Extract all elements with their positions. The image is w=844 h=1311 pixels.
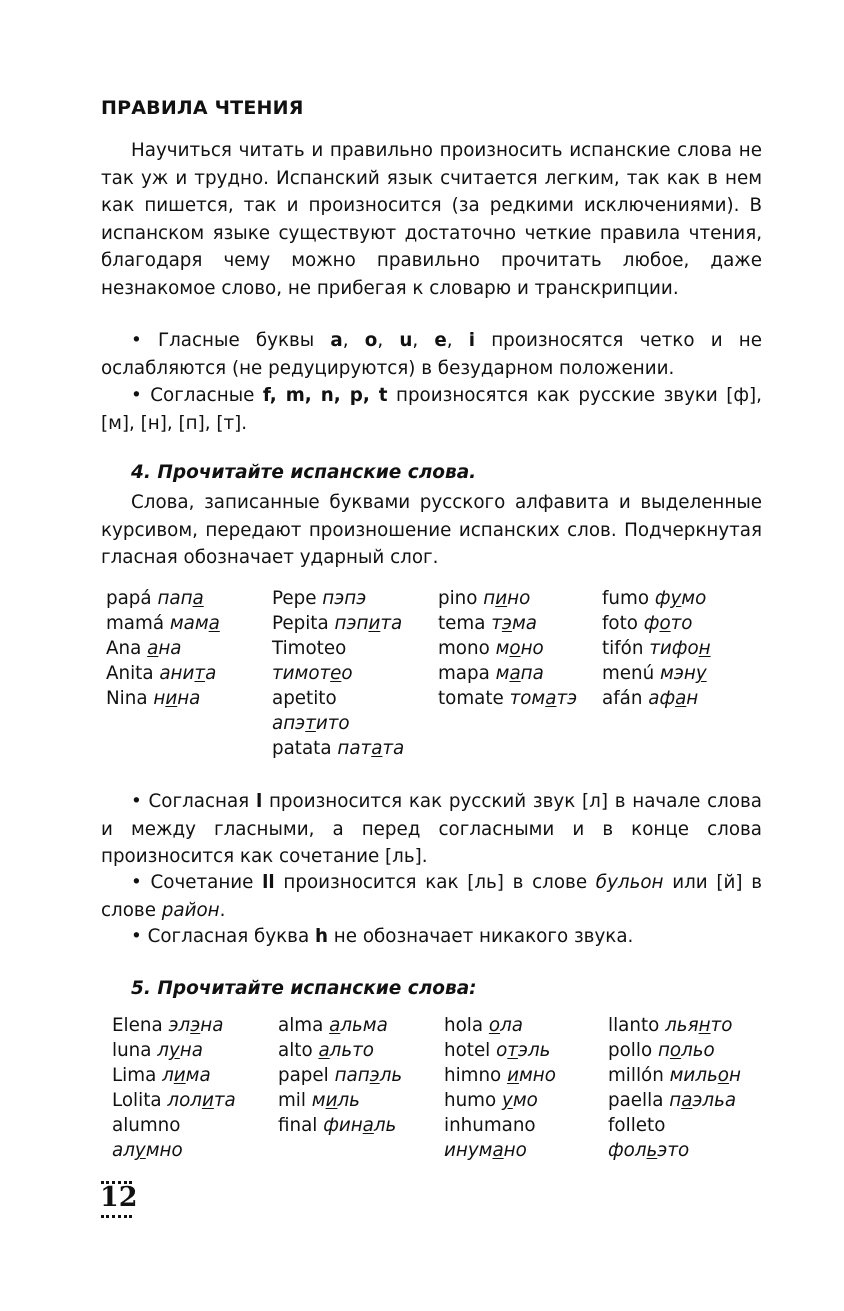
russian-transcription: миль <box>311 1090 360 1111</box>
word-entry <box>602 636 767 661</box>
word-entry <box>106 586 271 611</box>
russian-transcription: мама <box>169 613 220 634</box>
stressed-vowel: у <box>670 588 682 609</box>
stressed-vowel: а <box>675 688 687 709</box>
spanish-word: mil <box>278 1090 306 1111</box>
spanish-word: patata <box>272 738 332 759</box>
russian-transcription: мэну <box>660 663 707 684</box>
spanish-word: pollo <box>608 1040 653 1061</box>
rule-l: • Согласная l произносится как русский звук [л] в начале слова и между гласными, а перед согласными и в конце слова произносится как сочетание [ль]. <box>101 791 762 867</box>
word-entry <box>106 661 271 686</box>
stressed-vowel: а <box>545 688 557 709</box>
russian-transcription: луна <box>157 1040 203 1061</box>
stressed-vowel: о <box>488 1015 501 1036</box>
russian-transcription: папэль <box>334 1065 403 1086</box>
spanish-word: luna <box>112 1040 152 1061</box>
word-entry <box>608 1138 773 1163</box>
exercise-4-column-2 <box>272 586 437 761</box>
russian-transcription: элэна <box>168 1015 224 1036</box>
russian-transcription: пино <box>483 588 531 609</box>
exercise-5-column-4 <box>608 1013 773 1163</box>
stressed-vowel: а <box>329 1015 341 1036</box>
stressed-vowel: а <box>147 638 159 659</box>
stressed-vowel: и <box>507 1065 519 1086</box>
word-entry <box>444 1063 609 1088</box>
word-entry <box>112 1063 277 1088</box>
russian-transcription: тимотео <box>272 663 353 684</box>
exercise-5-column-1 <box>112 1013 277 1163</box>
word-entry <box>608 1038 773 1063</box>
rule-ll: • Сочетание ll произносится как [ль] в слове бульон или [й] в слове район. <box>101 872 762 921</box>
section-title: ПРАВИЛА ЧТЕНИЯ <box>101 97 304 119</box>
spanish-word: tomate <box>438 688 504 709</box>
spanish-word: mono <box>438 638 490 659</box>
spanish-word: hola <box>444 1015 484 1036</box>
stressed-vowel: у <box>501 1090 513 1111</box>
russian-transcription: анита <box>159 663 217 684</box>
spanish-word: tifón <box>602 638 644 659</box>
russian-transcription: альма <box>329 1015 388 1036</box>
russian-transcription: альто <box>318 1040 374 1061</box>
word-entry <box>444 1138 609 1163</box>
russian-transcription: лима <box>162 1065 211 1086</box>
spanish-word: foto <box>602 613 638 634</box>
spanish-word: papá <box>106 588 152 609</box>
word-entry <box>278 1063 443 1088</box>
word-entry <box>438 686 603 711</box>
russian-transcription: мильон <box>669 1065 741 1086</box>
stressed-vowel: а <box>681 1090 693 1111</box>
spanish-word: alto <box>278 1040 313 1061</box>
stressed-vowel: и <box>165 688 178 709</box>
word-entry <box>278 1113 443 1138</box>
stressed-vowel: и <box>325 1090 338 1111</box>
russian-transcription: тэма <box>491 613 537 634</box>
word-entry <box>438 611 603 636</box>
word-entry <box>444 1013 609 1038</box>
spanish-word: millón <box>608 1065 664 1086</box>
russian-transcription: патата <box>337 738 405 759</box>
russian-transcription: алумно <box>112 1140 183 1161</box>
word-entry <box>438 586 603 611</box>
word-entry <box>608 1088 773 1113</box>
russian-transcription: отэль <box>496 1040 551 1061</box>
spanish-word: Nina <box>106 688 148 709</box>
word-entry <box>112 1088 277 1113</box>
russian-transcription: афан <box>648 688 699 709</box>
russian-transcription: тифон <box>649 638 711 659</box>
stressed-vowel: и <box>173 1065 186 1086</box>
stressed-vowel: т <box>507 1040 518 1061</box>
stressed-vowel: э <box>190 1015 201 1036</box>
russian-transcription: нина <box>153 688 201 709</box>
rule-consonants: • Согласные f, m, n, p, t произносятся как русские звуки [ф], [м], [н], [п], [т]. <box>101 385 762 434</box>
stressed-vowel: а <box>362 1115 374 1136</box>
spanish-word: fumo <box>602 588 650 609</box>
word-entry <box>438 636 603 661</box>
stressed-vowel: о <box>669 1040 682 1061</box>
exercise-5-column-2 <box>278 1013 443 1138</box>
stressed-vowel: а <box>509 663 521 684</box>
spanish-word: papel <box>278 1065 329 1086</box>
stressed-vowel: и <box>368 613 381 634</box>
word-entry <box>112 1013 277 1038</box>
exercise-4-column-4 <box>602 586 767 711</box>
russian-transcription: льянто <box>665 1015 733 1036</box>
stressed-vowel: т <box>305 713 316 734</box>
spanish-word: menú <box>602 663 655 684</box>
stressed-vowel: а <box>371 738 383 759</box>
stressed-vowel: у <box>134 1140 146 1161</box>
stressed-vowel: ь <box>646 1140 658 1161</box>
spanish-word: Timoteo <box>272 638 347 659</box>
page-number-dots-bottom <box>101 1215 132 1218</box>
word-entry <box>112 1138 277 1163</box>
word-entry <box>272 736 437 761</box>
word-entry <box>278 1038 443 1063</box>
stressed-vowel: н <box>698 638 711 659</box>
word-entry <box>608 1113 773 1138</box>
russian-transcription: пэпэ <box>322 588 367 609</box>
stressed-vowel: у <box>695 663 707 684</box>
stressed-vowel: е <box>330 663 342 684</box>
spanish-word: Lolita <box>112 1090 162 1111</box>
spanish-word: alma <box>278 1015 324 1036</box>
russian-transcription: пэпита <box>334 613 403 634</box>
word-entry <box>106 686 271 711</box>
stressed-vowel: э <box>369 1065 380 1086</box>
stressed-vowel: и <box>201 1090 214 1111</box>
rule-h: • Согласная буква h не обозначает никакого звука. <box>131 926 634 947</box>
word-entry <box>602 586 767 611</box>
word-entry <box>112 1038 277 1063</box>
word-entry <box>106 611 271 636</box>
russian-transcription: фото <box>643 613 693 634</box>
spanish-word: hotel <box>444 1040 491 1061</box>
exercise-4-description: Слова, записанные буквами русского алфавита и выделенные курсивом, передают произношение испанских слов. Подчеркнутая гласная обозначает ударный слог. <box>101 492 762 568</box>
russian-transcription: паэльа <box>669 1090 737 1111</box>
word-entry <box>272 711 437 736</box>
word-entry <box>444 1088 609 1113</box>
spanish-word: afán <box>602 688 643 709</box>
russian-transcription: папа <box>157 588 204 609</box>
spanish-word: pino <box>438 588 478 609</box>
stressed-vowel: а <box>208 613 220 634</box>
word-entry <box>602 661 767 686</box>
word-entry <box>106 636 271 661</box>
russian-transcription: мапа <box>495 663 544 684</box>
spanish-word: Ana <box>106 638 142 659</box>
spanish-word: paella <box>608 1090 664 1111</box>
spanish-word: final <box>278 1115 318 1136</box>
spanish-word: mamá <box>106 613 165 634</box>
spanish-word: Lima <box>112 1065 157 1086</box>
word-entry <box>602 686 767 711</box>
exercise-5-title: 5. Прочитайте испанские слова: <box>131 978 477 999</box>
russian-transcription: фумо <box>654 588 707 609</box>
spanish-word: llanto <box>608 1015 660 1036</box>
russian-transcription: польо <box>657 1040 715 1061</box>
stressed-vowel: э <box>501 613 512 634</box>
spanish-word: Pepe <box>272 588 317 609</box>
word-entry <box>608 1063 773 1088</box>
russian-transcription: умо <box>501 1090 538 1111</box>
word-entry <box>608 1013 773 1038</box>
russian-transcription: лолита <box>167 1090 236 1111</box>
spanish-word: Elena <box>112 1015 163 1036</box>
stressed-vowel: о <box>659 613 671 634</box>
russian-transcription: имно <box>507 1065 556 1086</box>
page-number: 12 <box>100 1182 138 1213</box>
spanish-word: Anita <box>106 663 154 684</box>
word-entry <box>444 1113 609 1138</box>
stressed-vowel: а <box>318 1040 330 1061</box>
russian-transcription: инумано <box>444 1140 527 1161</box>
word-entry <box>278 1013 443 1038</box>
intro-paragraph: Научиться читать и правильно произносить испанские слова не так уж и трудно. Испанский язык считается легким, так как в нем как пишется, так и произносится (за редкими исключениями). В испанском языке существуют достаточно четкие правила чтения, благодаря чему можно правильно прочитать любое, даже незнакомое слово, не прибегая к словарю и транскрипции. <box>101 140 762 299</box>
spanish-word: inhumano <box>444 1115 536 1136</box>
word-entry <box>278 1088 443 1113</box>
spanish-word: himno <box>444 1065 502 1086</box>
russian-transcription: томатэ <box>509 688 578 709</box>
word-entry <box>272 636 437 661</box>
stressed-vowel: о <box>509 638 521 659</box>
stressed-vowel: т <box>194 663 206 684</box>
stressed-vowel: а <box>192 588 204 609</box>
word-entry <box>272 586 437 611</box>
russian-transcription: финаль <box>323 1115 397 1136</box>
word-entry <box>438 661 603 686</box>
spanish-word: Pepita <box>272 613 329 634</box>
spanish-word: alumno <box>112 1115 181 1136</box>
stressed-vowel: и <box>495 588 508 609</box>
exercise-4-title: 4. Прочитайте испанские слова. <box>131 462 477 483</box>
russian-transcription: фольэто <box>608 1140 690 1161</box>
stressed-vowel: а <box>492 1140 504 1161</box>
russian-transcription: ана <box>147 638 182 659</box>
word-entry <box>444 1038 609 1063</box>
stressed-vowel: о <box>717 1065 729 1086</box>
russian-transcription: апэтито <box>272 713 350 734</box>
stressed-vowel: н <box>698 1015 711 1036</box>
russian-transcription: ола <box>488 1015 523 1036</box>
rule-vowels: • Гласные буквы a, o, u, e, i произносятся четко и не ослабляются (не редуцируются) в безударном положении. <box>101 330 762 379</box>
spanish-word: folleto <box>608 1115 666 1136</box>
stressed-vowel: у <box>168 1040 180 1061</box>
exercise-4-column-1 <box>106 586 271 711</box>
spanish-word: humo <box>444 1090 497 1111</box>
word-entry <box>272 611 437 636</box>
exercise-5-column-3 <box>444 1013 609 1163</box>
spanish-word: mapa <box>438 663 490 684</box>
exercise-4-column-3 <box>438 586 603 711</box>
word-entry <box>112 1113 277 1138</box>
russian-transcription: моно <box>495 638 544 659</box>
word-entry <box>272 661 437 686</box>
spanish-word: tema <box>438 613 486 634</box>
word-entry <box>272 686 437 711</box>
spanish-word: apetito <box>272 688 337 709</box>
word-entry <box>602 611 767 636</box>
